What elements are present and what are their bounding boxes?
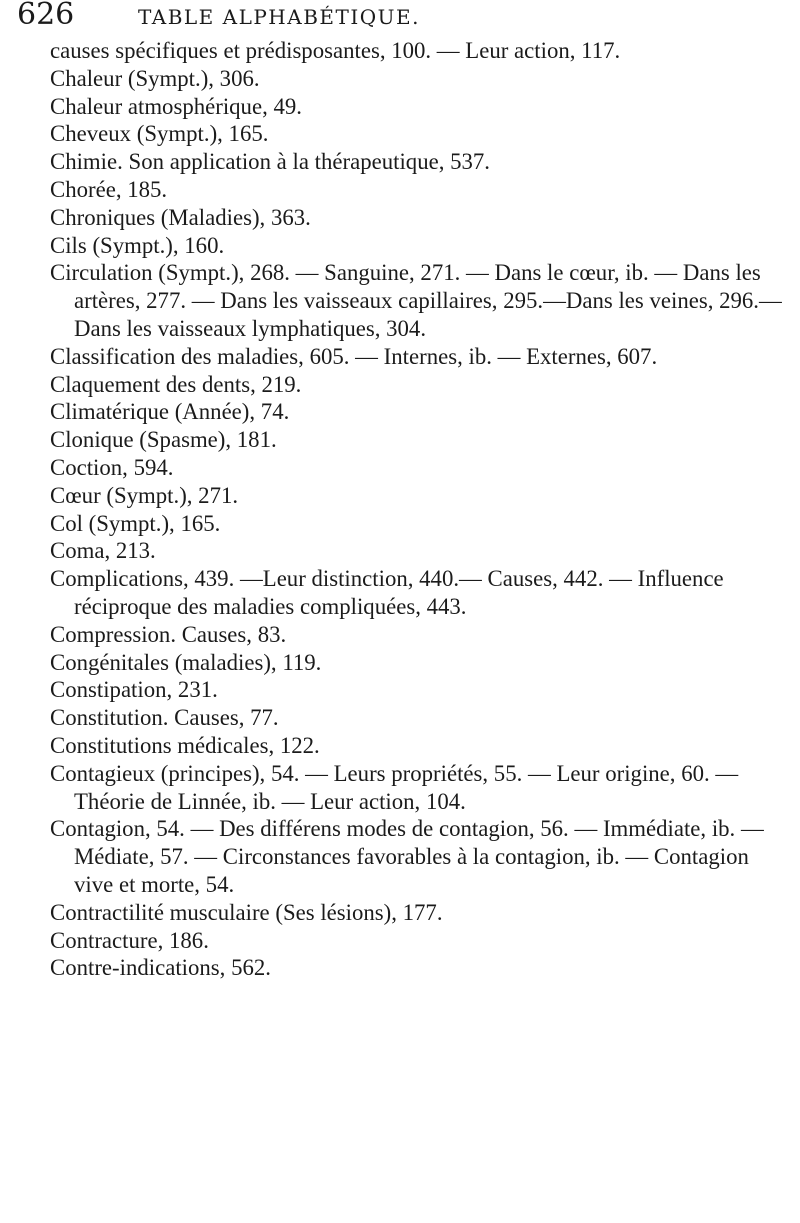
index-entry: Clonique (Spasme), 181. [50,427,277,453]
index-entry: causes spécifiques et prédisposantes, 100. — Leur action, 117. [50,38,621,63]
index-entry: Congénitales (maladies), 119. [50,649,322,675]
index-entry: Contractilité musculaire (Ses lésions), 177. [50,899,443,925]
index-entry: Coction, 594. [50,454,174,480]
index-entry: Chorée, 185. [50,176,168,202]
index-entry: Cheveux (Sympt.), 165. [50,121,269,147]
index-entry: Compression. Causes, 83. [50,621,287,647]
index-entry: Complications, 439. —Leur distinction, 440.— Causes, 442. — Influence réciproque des maladies compliquées, 443. [50,566,724,619]
page-number: 626 [17,0,75,32]
index-entry: Contracture, 186. [50,927,209,953]
index-entry: Chimie. Son application à la thérapeutique, 537. [50,149,490,175]
index-entry: Cils (Sympt.), 160. [50,232,225,258]
running-head: TABLE ALPHABÉTIQUE. [138,5,420,29]
index-entry: Col (Sympt.), 165. [50,510,221,536]
index-entry: Coma, 213. [50,538,156,564]
index-entry: Climatérique (Année), 74. [50,399,290,425]
index-entry: Constitution. Causes, 77. [50,705,279,731]
index-entries [50,37,792,982]
index-entry: Cœur (Sympt.), 271. [50,482,239,508]
index-entry: Constitutions médicales, 122. [50,732,320,758]
index-entry: Classification des maladies, 605. — Internes, ib. — Externes, 607. [50,343,658,369]
index-entry: Claquement des dents, 219. [50,371,302,397]
index-entry: Circulation (Sympt.), 268. — Sanguine, 271. — Dans le cœur, ib. — Dans les artères, 277. — Dans les vaisseaux capillaires, 295.—Dans les veines, 296.—Dans les vaisseaux lymphatiques, 304. [50,260,782,341]
index-entry: Constipation, 231. [50,677,218,703]
index-entry: Chaleur (Sympt.), 306. [50,65,260,91]
index-entry: Chroniques (Maladies), 363. [50,204,311,230]
index-entry: Contagieux (principes), 54. — Leurs propriétés, 55. — Leur origine, 60. — Théorie de Linnée, ib. — Leur action, 104. [50,760,739,814]
index-entry: Contagion, 54. — Des différens modes de contagion, 56. — Immédiate, ib. — Médiate, 57. — Circonstances favorables à la contagion, ib. — Contagion vive et morte, 54. [50,816,764,897]
index-entry: Contre-indications, 562. [50,955,271,981]
index-entry: Chaleur atmosphérique, 49. [50,93,302,119]
